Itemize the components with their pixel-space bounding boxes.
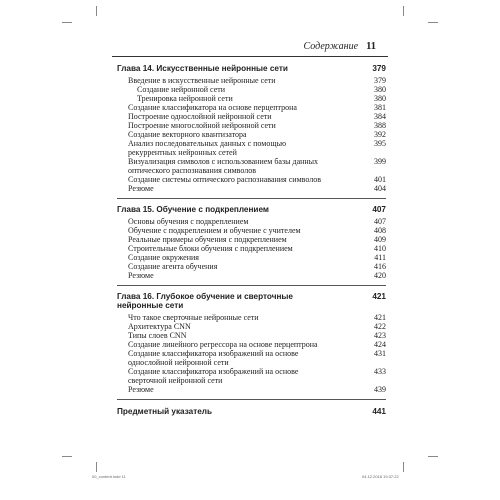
toc-entry-page: 399 [374,157,386,166]
running-header [120,41,376,55]
toc-entry [117,322,386,331]
toc-entry-page: 416 [374,262,386,271]
toc-entry-page: 421 [374,313,386,322]
toc-entry-title: Создание классификатора изображений на основе сверточной нейронной сети [128,367,299,385]
toc-entry [117,340,386,349]
toc-entry-title: Строительные блоки обучения с подкреплением [128,244,293,253]
toc-entry-page: 433 [374,367,386,376]
toc-entry-title: Создание агента обучения [128,262,218,271]
toc-entry [117,367,386,385]
toc-entry [117,121,386,130]
index-heading-page: 441 [372,407,386,416]
toc-entry [117,226,386,235]
chapter-heading [117,205,386,214]
toc-entry-page: 422 [374,322,386,331]
crop-mark [62,22,72,23]
toc-entry-page: 423 [374,331,386,340]
toc-entry-title: Основы обучения с подкреплением [128,217,249,226]
toc-entry-page: 410 [374,244,386,253]
toc-entry-page: 409 [374,235,386,244]
toc-entry [117,184,386,193]
toc-entry-page: 431 [374,349,386,358]
toc-entry [117,271,386,280]
toc-entry-page: 379 [374,76,386,85]
chapter-heading-page: 421 [372,292,386,301]
toc-entry [117,262,386,271]
toc-entry [117,94,386,103]
toc-entry-page: 380 [374,85,386,94]
chapter-heading-title: Глава 16. Глубокое обучение и сверточные нейронные сети [117,292,293,310]
crop-mark [428,22,438,23]
toc-entry-title: Создание системы оптического распознавания символов [128,175,322,184]
toc-entry-page: 380 [374,94,386,103]
toc-entry [117,313,386,322]
crop-mark [96,462,97,472]
chapter-heading [117,64,386,73]
section-rule [117,198,386,199]
index-heading-title: Предметный указатель [117,407,213,416]
toc-entry-title: Создание классификатора изображений на основе однослойной нейронной сети [128,349,299,367]
toc-entry-title: Создание линейного регрессора на основе перцептрона [128,340,318,349]
toc-entry-page: 407 [374,217,386,226]
toc-entry-title: Резюме [128,184,154,193]
toc-entry-title: Тренировка нейронной сети [137,94,233,103]
toc-entry-page: 401 [374,175,386,184]
toc-entry-page: 392 [374,130,386,139]
toc-entry-page: 384 [374,112,386,121]
toc-entry-page: 411 [374,253,386,262]
toc-entry-title: Архитектура CNN [128,322,191,331]
chapter-heading-page: 407 [372,205,386,214]
section-rule [117,285,386,286]
crop-mark [96,6,97,16]
toc-entry-title: Обучение с подкреплением и обучение с учителем [128,226,301,235]
toc-entry [117,235,386,244]
toc-entry-title: Создание векторного квантизатора [128,130,247,139]
toc-entry-page: 420 [374,271,386,280]
toc-entry-title: Создание классификатора на основе перцептрона [128,103,297,112]
header-rule [112,56,388,57]
page-number: 11 [366,41,376,52]
toc-entry [117,139,386,157]
chapter-heading-title: Глава 15. Обучение с подкреплением [117,205,269,214]
toc-entry [117,253,386,262]
toc-entry [117,244,386,253]
toc-entry-page: 395 [374,139,386,148]
toc-entry-title: Построение многослойной нейронной сети [128,121,276,130]
crop-mark [403,462,404,472]
toc-entry [117,157,386,175]
toc-entry-page: 439 [374,385,386,394]
toc-entry-title: Резюме [128,385,154,394]
toc-entry [117,331,386,340]
toc-entry [117,112,386,121]
toc-entry-title: Анализ последовательных данных с помощью рекуррентных нейронных сетей [128,139,287,157]
toc-entry [117,175,386,184]
toc-entry [117,349,386,367]
toc-entry-title: Реальные примеры обучения с подкреплением [128,235,287,244]
toc-entry [117,385,386,394]
toc-entry-page: 381 [374,103,386,112]
chapter-heading-title: Глава 14. Искусственные нейронные сети [117,64,288,73]
footer-file: 00_content.indd 11 [92,474,126,479]
toc-entry [117,130,386,139]
toc-entry-page: 388 [374,121,386,130]
index-heading [117,407,386,416]
footer-date: 04.12.2018 19:37:22 [362,474,399,479]
toc-entry-title: Резюме [128,271,154,280]
toc-entry-title: Создание окружения [128,253,199,262]
chapter-heading [117,292,386,310]
toc-entry-title: Построение однослойной нейронной сети [128,112,272,121]
toc-entry-page: 404 [374,184,386,193]
toc-entry [117,103,386,112]
toc-entry [117,85,386,94]
chapter-heading-page: 379 [372,64,386,73]
toc-entry-title: Типы слоев CNN [128,331,187,340]
section-rule [117,399,386,400]
toc-entry-page: 424 [374,340,386,349]
toc-entry-title: Создание нейронной сети [137,85,226,94]
crop-mark [403,6,404,16]
toc-entry [117,217,386,226]
crop-mark [62,456,72,457]
toc-entry-title: Что такое сверточные нейронные сети [128,313,259,322]
toc-entry [117,76,386,85]
crop-mark [428,456,438,457]
table-of-contents [117,60,386,419]
toc-entry-title: Введение в искусственные нейронные сети [128,76,276,85]
toc-entry-page: 408 [374,226,386,235]
running-title: Содержание [303,41,359,52]
toc-entry-title: Визуализация символов с использованием базы данных оптического распознавания символов [128,157,319,175]
